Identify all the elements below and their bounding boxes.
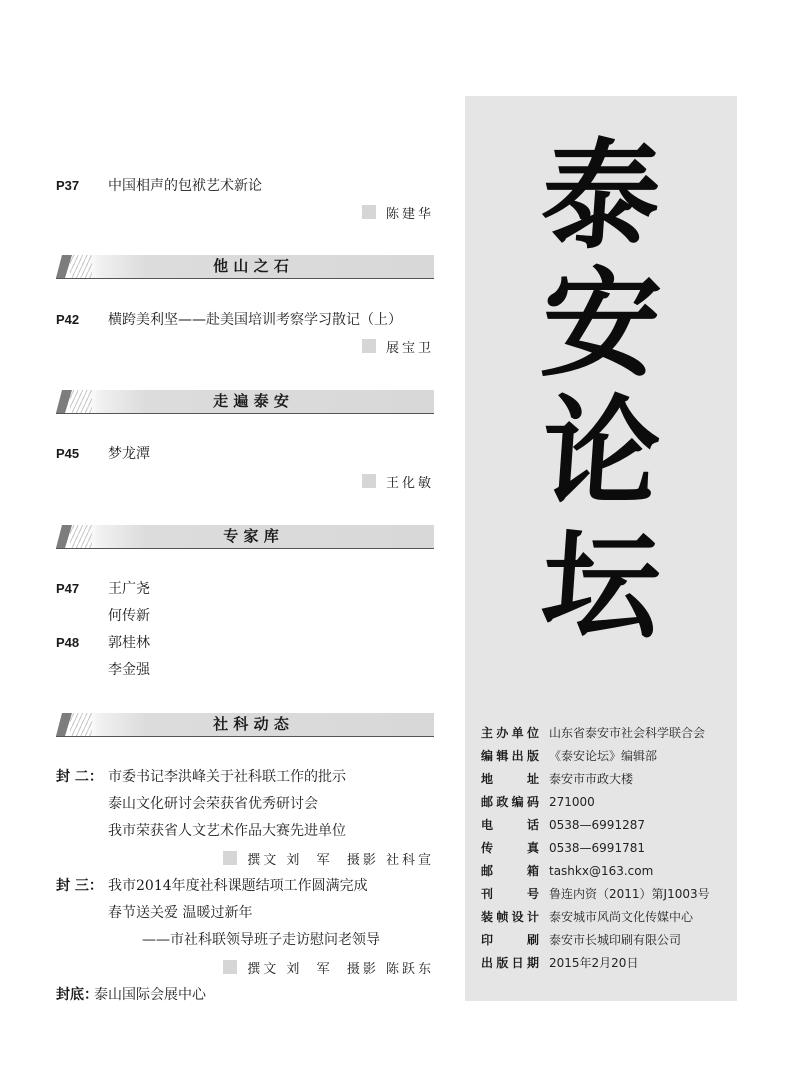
author-marker-icon: [362, 474, 376, 488]
section-title: 走 遍 泰 安: [213, 392, 289, 410]
toc-entry[interactable]: [56, 309, 434, 333]
masthead-char: 安: [537, 254, 665, 393]
info-label: 刊 号: [481, 887, 539, 901]
info-value: 0538—6991287: [549, 818, 645, 832]
info-value: 271000: [549, 795, 595, 809]
cover-label: 封底：: [56, 987, 98, 1003]
info-value: tashkx@163.com: [549, 864, 654, 878]
author-line: [362, 471, 434, 491]
masthead-char: 论: [537, 382, 665, 521]
info-label: 邮 箱: [481, 864, 539, 878]
info-value: 泰安市市政大楼: [549, 772, 634, 786]
expert-entry[interactable]: [56, 659, 434, 683]
info-label: 印 刷: [481, 933, 539, 947]
page-number: P45: [56, 446, 80, 461]
section-header: [56, 713, 434, 737]
info-label: 装 帧 设 计: [481, 910, 539, 924]
section-title: 社 科 动 态: [213, 715, 289, 733]
page-number: P42: [56, 312, 80, 327]
cover-item[interactable]: 泰山国际会展中心: [94, 987, 206, 1003]
credit-marker-icon: [223, 851, 237, 865]
info-label: 主 办 单 位: [481, 726, 539, 740]
article-title[interactable]: 横跨美利坚——赴美国培训考察学习散记（上）: [108, 312, 402, 328]
masthead-panel: [465, 96, 737, 1001]
author-name: 展宝卫: [385, 340, 434, 356]
inside-back-cover: [56, 875, 434, 899]
cover-label: 封 二：: [56, 769, 103, 785]
author-name: 陈建华: [385, 206, 434, 222]
article-title[interactable]: 中国相声的包袱艺术新论: [108, 178, 262, 194]
expert-entry[interactable]: [56, 578, 434, 602]
info-label: 电 话: [481, 818, 539, 832]
info-label: 传 真: [481, 841, 539, 855]
expert-name[interactable]: 郭桂林: [108, 635, 150, 651]
photo-credit: [223, 957, 434, 977]
section-title: 专 家 库: [223, 527, 279, 545]
info-label: 邮 政 编 码: [481, 795, 539, 809]
cover-item-row: [56, 820, 434, 844]
section-header: [56, 390, 434, 414]
photo-credit: [223, 848, 434, 868]
info-label: 出 版 日 期: [481, 956, 539, 970]
section-title: 他 山 之 石: [213, 257, 289, 275]
cover-label: 封 三：: [56, 878, 103, 894]
info-label: 地 址: [481, 772, 539, 786]
toc-entry[interactable]: [56, 175, 434, 199]
expert-name[interactable]: 何传新: [108, 608, 150, 624]
info-value: 泰安城市风尚文化传媒中心: [549, 910, 694, 924]
info-value: 0538—6991781: [549, 841, 645, 855]
info-value: 泰安市长城印刷有限公司: [549, 933, 682, 947]
expert-name[interactable]: 李金强: [108, 662, 150, 678]
page-number: P37: [56, 178, 80, 193]
expert-name[interactable]: 王广尧: [108, 581, 150, 597]
page-number: P47: [56, 581, 80, 596]
cover-item[interactable]: 春节送关爱 温暖过新年: [108, 905, 253, 921]
author-marker-icon: [362, 339, 376, 353]
info-value: 2015年2月20日: [549, 956, 639, 970]
info-value: 《泰安论坛》编辑部: [549, 749, 658, 763]
section-header: [56, 255, 434, 279]
cover-item[interactable]: 泰山文化研讨会荣获省优秀研讨会: [108, 796, 318, 812]
cover-item[interactable]: 我市荣获省人文艺术作品大赛先进单位: [108, 823, 346, 839]
author-line: [362, 202, 434, 222]
expert-entry[interactable]: [56, 632, 434, 656]
cover-item-row: [56, 793, 434, 817]
inside-front-cover: [56, 766, 434, 790]
info-label: 编 辑 出 版: [481, 749, 539, 763]
author-marker-icon: [362, 205, 376, 219]
cover-item[interactable]: ——市社科联领导班子走访慰问老领导: [142, 932, 380, 948]
page-number: P48: [56, 635, 80, 650]
article-title[interactable]: 梦龙潭: [108, 446, 150, 462]
cover-item[interactable]: 市委书记李洪峰关于社科联工作的批示: [108, 769, 346, 785]
info-value: 鲁连内资（2011）第J1003号: [549, 887, 710, 901]
cover-item-row: [56, 902, 434, 926]
expert-entry[interactable]: [56, 605, 434, 629]
credit-text: 撰文 刘 军 摄影 社科宣: [247, 852, 434, 868]
author-name: 王化敏: [385, 475, 434, 491]
section-header: [56, 525, 434, 549]
masthead-char: 泰: [537, 126, 665, 265]
cover-item-row: [56, 929, 434, 953]
masthead-char: 坛: [537, 516, 665, 655]
credit-marker-icon: [223, 960, 237, 974]
credit-text: 撰文 刘 军 摄影 陈跃东: [247, 961, 434, 977]
cover-item[interactable]: 我市2014年度社科课题结项工作圆满完成: [108, 878, 368, 894]
back-cover: [56, 984, 434, 1008]
info-value: 山东省泰安市社会科学联合会: [549, 726, 706, 740]
toc-entry[interactable]: [56, 443, 434, 467]
author-line: [362, 336, 434, 356]
